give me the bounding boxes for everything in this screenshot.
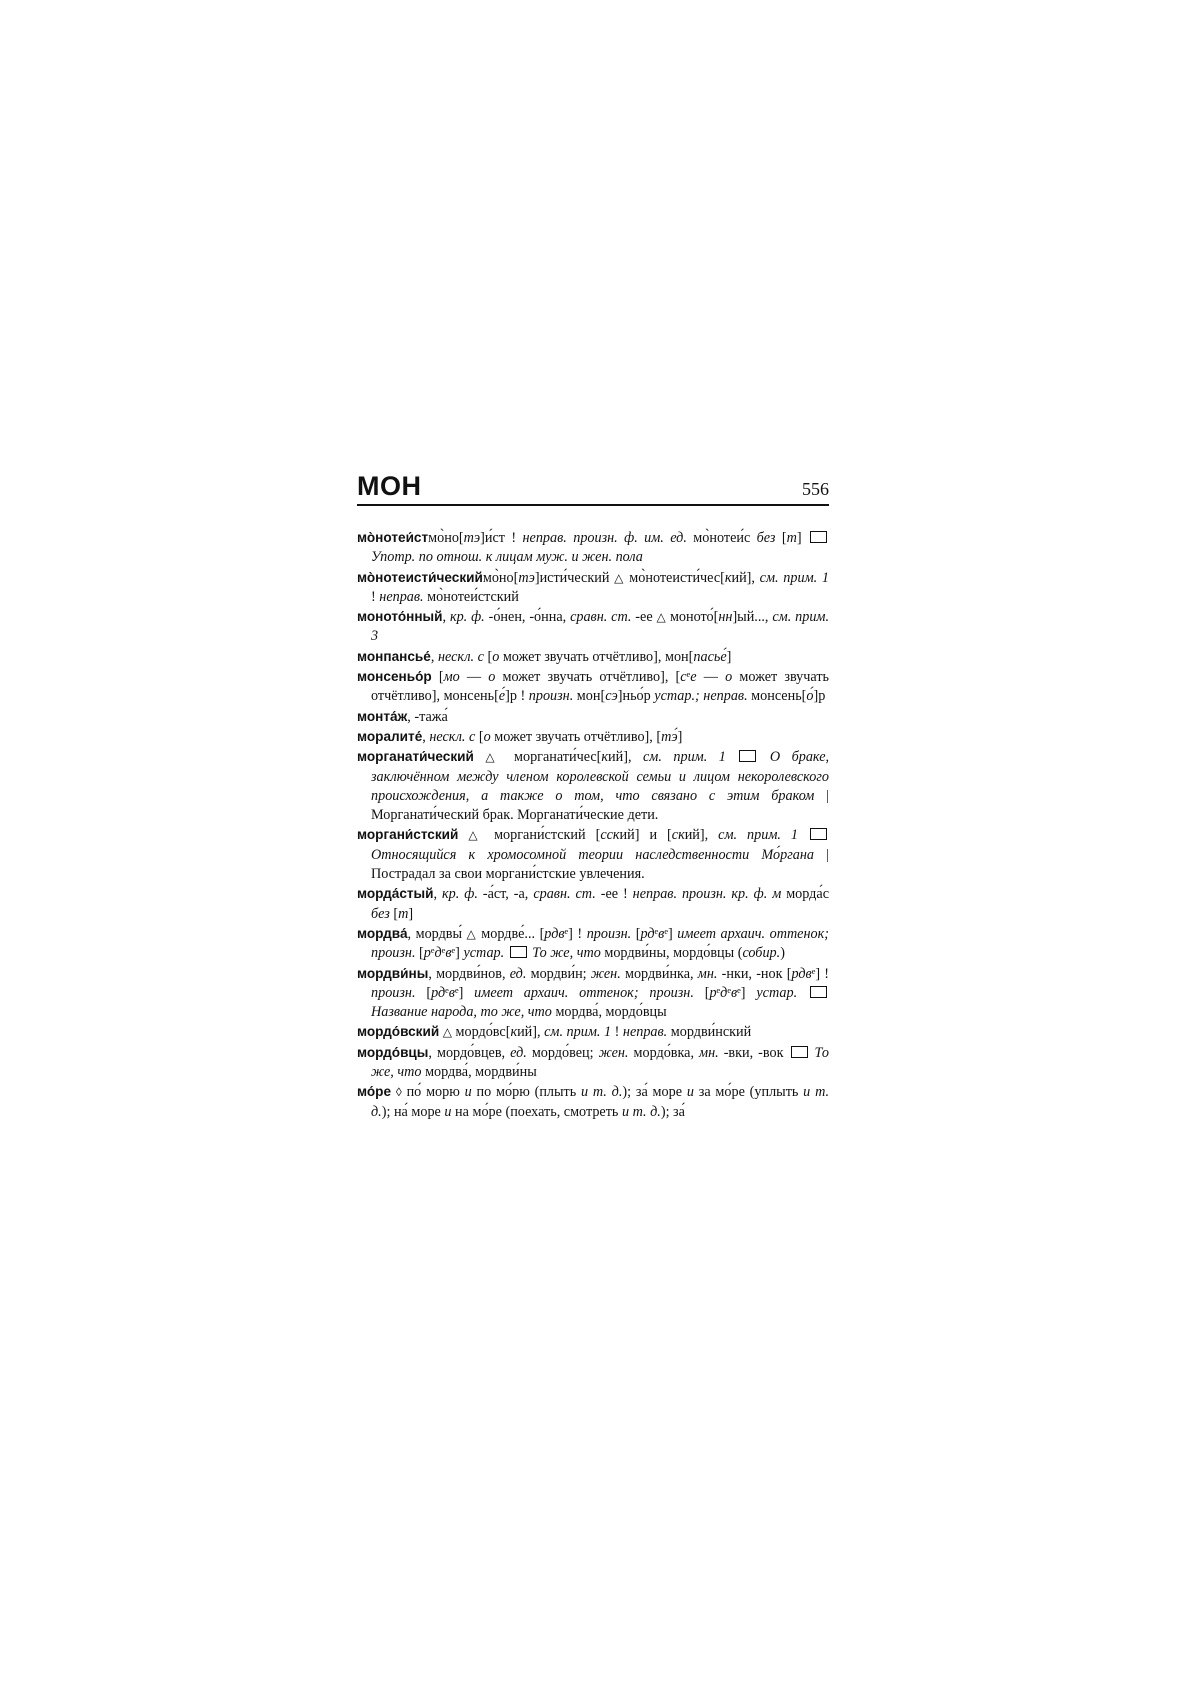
entry-text: ий], (608, 749, 643, 766)
lozenge-icon: ◊ (395, 1085, 402, 1100)
entry-text: -о́нен, -о́нна, (484, 609, 571, 626)
entry-italic-note: см. прим. 1 (718, 827, 799, 844)
entry-text: -нки, -нок [ (717, 965, 792, 982)
entry-text: , мордви́нов, (428, 965, 510, 982)
entry-text: ᵉ (441, 945, 446, 962)
entry-italic-note: о́ (806, 688, 814, 705)
entry-text: мордо́вец; (526, 1044, 599, 1061)
triangle-icon: △ (442, 1025, 452, 1040)
entry-italic-note: неправ. (622, 1024, 668, 1041)
entry-italic-note: жен. (590, 965, 621, 982)
entry-italic-note: с (680, 669, 687, 686)
entry-italic-note: рд (640, 925, 655, 942)
entry-italic-note: без (756, 530, 776, 546)
entry-headword: моното́нный (357, 609, 443, 625)
entry-italic-note: Употр. по отнош. к лицам муж. и жен. пола (371, 549, 643, 566)
entry-text (758, 749, 770, 765)
entry-italic-note: и т. д. (371, 1084, 830, 1120)
dictionary-entry (357, 727, 829, 747)
dictionary-page (357, 470, 829, 1122)
entry-text: ᵉ (686, 669, 691, 686)
entry-text: ]р ! (505, 688, 529, 705)
entry-italic-note: в (658, 925, 665, 942)
entry-headword: моргани́стский (357, 827, 459, 843)
entry-text: ᵉ (727, 984, 731, 1001)
entry-text: ий] и [ (619, 827, 672, 844)
entry-italic-note: устар.; неправ. (654, 688, 748, 705)
entry-text: , (422, 728, 430, 745)
entry-italic-note: к (601, 749, 609, 766)
entry-italic-note: р (709, 984, 717, 1001)
entry-italic-note: т (786, 530, 797, 546)
entry-headword: мордва́ (357, 925, 408, 941)
entry-text: — (696, 669, 726, 686)
entry-headword: мордви́ны (357, 965, 429, 981)
entry-italic-note: ед. (509, 965, 527, 982)
entry-text: ]ый..., (732, 609, 773, 626)
entry-italic-note: устар. (463, 945, 505, 962)
entry-italic-note: мо (443, 669, 460, 686)
entry-text: на мо́ре (поехать, смотреть (451, 1103, 622, 1120)
entry-italic-note: ск (671, 827, 685, 844)
entry-italic-note: рдв (544, 925, 565, 942)
entry-italic-note: рд (431, 984, 446, 1001)
entry-text: ᵉ] (454, 984, 475, 1001)
entry-italic-note: см. прим. 1 (544, 1024, 612, 1041)
entry-italic-note: нескл. с (437, 648, 484, 665)
entry-text: ); за́ (660, 1103, 685, 1120)
entry-text: , (430, 648, 438, 665)
entry-headword: мо́ре (357, 1084, 392, 1100)
entry-text: , мордо́вцев, (428, 1044, 511, 1061)
dictionary-entry (357, 607, 829, 647)
entry-text: ) (780, 945, 785, 962)
entry-italic-note: о (483, 728, 491, 745)
entry-italic-note: и т. д. (621, 1103, 661, 1120)
entry-italic-note: кр. ф. (449, 609, 485, 626)
triangle-icon: △ (485, 750, 503, 765)
entry-italic-note: о (492, 648, 500, 665)
entry-italic-note: е́ (498, 688, 506, 705)
entry-text: ]исти́ческий (534, 569, 615, 586)
entry-text: ]ньо́р (617, 688, 655, 705)
entry-text: ий], (731, 569, 760, 586)
entry-italic-note: е (690, 669, 697, 686)
entry-italic-note: сск (600, 827, 620, 844)
entry-italic-note: см. прим. 1 (759, 569, 829, 586)
entry-text: [ (775, 530, 787, 546)
entry-text: [ (693, 984, 710, 1001)
entry-text: ] (726, 648, 732, 665)
entry-italic-note: см. прим. 1 (643, 749, 726, 766)
entry-italic-note: и (686, 1084, 694, 1101)
entry-text: мордви́нка, (620, 965, 698, 982)
entry-italic-note: и т. д. (581, 1084, 623, 1101)
entry-text: ий], (684, 827, 719, 844)
dictionary-entry (357, 1022, 829, 1042)
entry-italic-note: сравн. ст. (570, 609, 632, 626)
entry-text: , (442, 609, 450, 626)
entry-text: [ (389, 905, 399, 922)
entry-italic-note: мн. (697, 965, 718, 982)
entry-italic-note: р (423, 945, 431, 962)
entry-text: ᵉ] (737, 984, 757, 1001)
entry-headword: мордо́вцы (357, 1044, 429, 1060)
entry-italic-note: неправ. произн. ф. им. ед. (522, 530, 687, 546)
entry-text: мордви́н; (526, 965, 591, 982)
definition-box-icon (791, 1046, 808, 1058)
entry-headword: мордо́вский (357, 1024, 440, 1040)
entry-text: за мо́ре (уплыть (693, 1084, 804, 1101)
dictionary-entry (357, 707, 829, 727)
entry-text: , мордвы́ (407, 925, 467, 942)
entry-italic-note: тэ́ (661, 728, 678, 745)
entry-text: [ (483, 648, 493, 665)
entry-headword: морда́стый (357, 886, 434, 902)
entry-text (726, 749, 738, 765)
entry-italic-note: в (445, 945, 452, 962)
entry-text: ᵉ] (664, 925, 678, 942)
entry-headword: морганати́ческий (357, 749, 474, 765)
entry-text: мордо́вс[ (451, 1024, 511, 1041)
entry-text: ! (611, 1024, 623, 1041)
entry-italic-note: в (448, 984, 455, 1001)
entry-headword: мо̀нотеи́ст (357, 530, 429, 545)
entry-text: мордви́ны, мордо́вцы ( (600, 945, 743, 962)
dictionary-entry (357, 1043, 829, 1083)
dictionary-entry (357, 924, 829, 964)
entry-text: мо̀но[ (428, 530, 464, 546)
entry-text: [ (631, 925, 641, 942)
entry-text: | Пострадал за свои моргани́стские увлечения. (371, 846, 829, 883)
entry-italic-note: кр. ф. (442, 886, 478, 903)
entry-text: мо̀нотеисти́чес[ (624, 569, 725, 586)
entry-text: монсень[ (747, 688, 807, 705)
entry-text: ᵉ (654, 925, 659, 942)
entry-text: ] (796, 530, 808, 546)
running-head-word: МОН (357, 471, 422, 501)
triangle-icon: △ (614, 570, 625, 585)
entry-italic-note: мн. (699, 1044, 719, 1061)
entry-italic-note: тэ (463, 530, 481, 546)
entry-text: мордо́вка, (628, 1044, 700, 1061)
entry-text: по́ морю (401, 1084, 465, 1101)
entry-italic-note: Название народа, то же, что (371, 1004, 552, 1021)
entry-italic-note: сравн. ст. (533, 886, 596, 903)
entry-text: мо̀но[ (482, 569, 519, 586)
triangle-icon: △ (466, 926, 477, 941)
entry-italic-note: То же, что (532, 945, 601, 962)
dictionary-entry (357, 667, 829, 707)
entry-headword: монсеньо́р (357, 669, 432, 685)
definition-box-icon (739, 750, 756, 762)
entry-italic-note: о (488, 669, 496, 686)
dictionary-entry (357, 884, 829, 924)
entry-italic-note: и (444, 1103, 452, 1120)
entry-text: [ (475, 728, 484, 745)
entry-italic-note: собир. (742, 945, 781, 962)
entry-text (797, 985, 808, 1001)
entry-text: [ (415, 945, 424, 962)
entry-italic-note: Относящийся к хромосомной теории наследственности Мо́ргана (371, 846, 814, 863)
entry-text: -ее (631, 609, 657, 626)
entry-text: ᵉ] ! (811, 965, 829, 982)
entry-text: мордве́... [ (476, 925, 545, 942)
entry-text: , -тажа́ (407, 708, 448, 725)
entry-text (474, 749, 486, 765)
entry-italic-note: устар. (756, 984, 798, 1001)
entry-text: | Морганати́ческий брак. Морганати́ческие дети. (371, 787, 829, 824)
entry-text: -ее ! (595, 886, 633, 903)
entry-text: , (433, 886, 443, 903)
entry-text: мордви́нский (667, 1024, 752, 1041)
entry-text (798, 827, 808, 843)
entry-italic-note: тэ (518, 569, 535, 586)
definition-box-icon (810, 531, 827, 543)
entry-text: мордва́, мордви́ны (421, 1064, 537, 1081)
dictionary-entry (357, 528, 829, 568)
entry-text: моргани́стский [ (484, 827, 601, 844)
entry-italic-note: и (464, 1084, 472, 1101)
entry-headword: моралите́ (357, 728, 423, 744)
entry-italic-note: рдв (791, 965, 812, 982)
entry-text: ᵉ (430, 945, 435, 962)
entry-italic-note: в (731, 984, 738, 1001)
entry-text: мордва́, мордо́вцы (551, 1004, 667, 1021)
entry-italic-note: неправ. (379, 588, 424, 605)
entry-text: ] (408, 905, 414, 922)
running-head (357, 470, 829, 506)
entry-italic-note: сэ (605, 688, 618, 705)
entry-italic-note: жен. (598, 1044, 629, 1061)
entry-italic-note: неправ. произн. кр. ф. м (632, 886, 782, 903)
entry-text: мо̀нотеи́с (686, 530, 757, 546)
entry-text: ]р (813, 688, 826, 705)
entry-text: -а́ст, -а, (477, 886, 534, 903)
entry-text: морда́с (781, 886, 829, 903)
entry-italic-note: к (724, 569, 732, 586)
entry-italic-note: То же, что (371, 1044, 830, 1081)
entry-text: [ (415, 984, 432, 1001)
entry-italic-note: д (720, 984, 728, 1001)
entry-text (458, 827, 468, 843)
dictionary-entry (357, 568, 829, 608)
entry-italic-note: см. прим. 3 (371, 609, 830, 645)
entry-text: ᵉ] (451, 945, 464, 962)
entry-text: ! (371, 588, 380, 605)
definition-box-icon (510, 946, 527, 958)
entry-italic-note: без (371, 905, 390, 922)
entry-italic-note: т (398, 905, 409, 922)
entry-text: морганати́чес[ (502, 749, 602, 766)
entry-headword: монпансье́ (357, 648, 431, 664)
entry-italic-note: пасье́ (693, 648, 727, 665)
entry-italic-note: произн. (371, 984, 416, 1001)
entry-italic-note: произн. (528, 688, 574, 705)
entry-italic-note: имеет архаич. оттенок; произн. (371, 925, 829, 962)
entry-text: мо̀нотеи́стский (423, 588, 519, 605)
entry-headword: монта́ж (357, 708, 408, 724)
entry-italic-note: О браке, заключённом между членом королевской семьи и лицом некоролевского происхождения, а также о том, что связано с этим браком (371, 749, 830, 804)
dictionary-entry (357, 1082, 829, 1122)
entry-text: — (459, 669, 489, 686)
entry-text: [ (431, 669, 444, 686)
dictionary-entry (357, 964, 829, 1023)
entry-italic-note: нескл. с (429, 728, 476, 745)
entry-text: мон[ (573, 688, 606, 705)
entry-text: ]и́ст ! (480, 530, 523, 546)
entry-text: ] (677, 728, 683, 745)
entry-headword: мо̀нотеисти́ческий (357, 569, 483, 585)
entry-text: может звучать отчётливо], [ (495, 669, 681, 686)
entry-italic-note: произн. (586, 925, 632, 942)
entry-text: по мо́рю (плыть (471, 1084, 581, 1101)
dictionary-entry (357, 747, 829, 825)
entry-text: -вки, -вок (718, 1044, 789, 1061)
entry-text: ᵉ (445, 984, 449, 1001)
entry-text: ); на́ море (381, 1103, 445, 1120)
definition-box-icon (810, 828, 827, 840)
entry-text: ᵉ (716, 984, 721, 1001)
triangle-icon: △ (656, 610, 667, 625)
entry-text: может звучать отчётливо], монсень[ (371, 669, 830, 705)
entry-italic-note: ед. (510, 1044, 527, 1061)
dictionary-entry (357, 825, 829, 884)
entry-italic-note: нн (718, 609, 733, 626)
entry-text: ᵉ] ! (564, 925, 587, 942)
dictionary-entry (357, 647, 829, 667)
entry-italic-note: имеет архаич. оттенок; произн. (474, 984, 694, 1001)
entry-text: может звучать отчётливо], мон[ (499, 648, 694, 665)
entry-italic-note: к (510, 1024, 518, 1041)
triangle-icon: △ (468, 828, 485, 843)
page-number: 556 (802, 479, 829, 499)
entry-text: моното́[ (666, 609, 719, 626)
dictionary-entries (357, 528, 829, 1122)
entry-text: может звучать отчётливо], [ (490, 728, 662, 745)
definition-box-icon (810, 986, 827, 998)
entry-text (504, 945, 508, 961)
entry-text: ); за́ море (622, 1084, 687, 1101)
entry-italic-note: д (434, 945, 442, 962)
entry-text: ий], (517, 1024, 545, 1041)
entry-italic-note: о (725, 669, 733, 686)
